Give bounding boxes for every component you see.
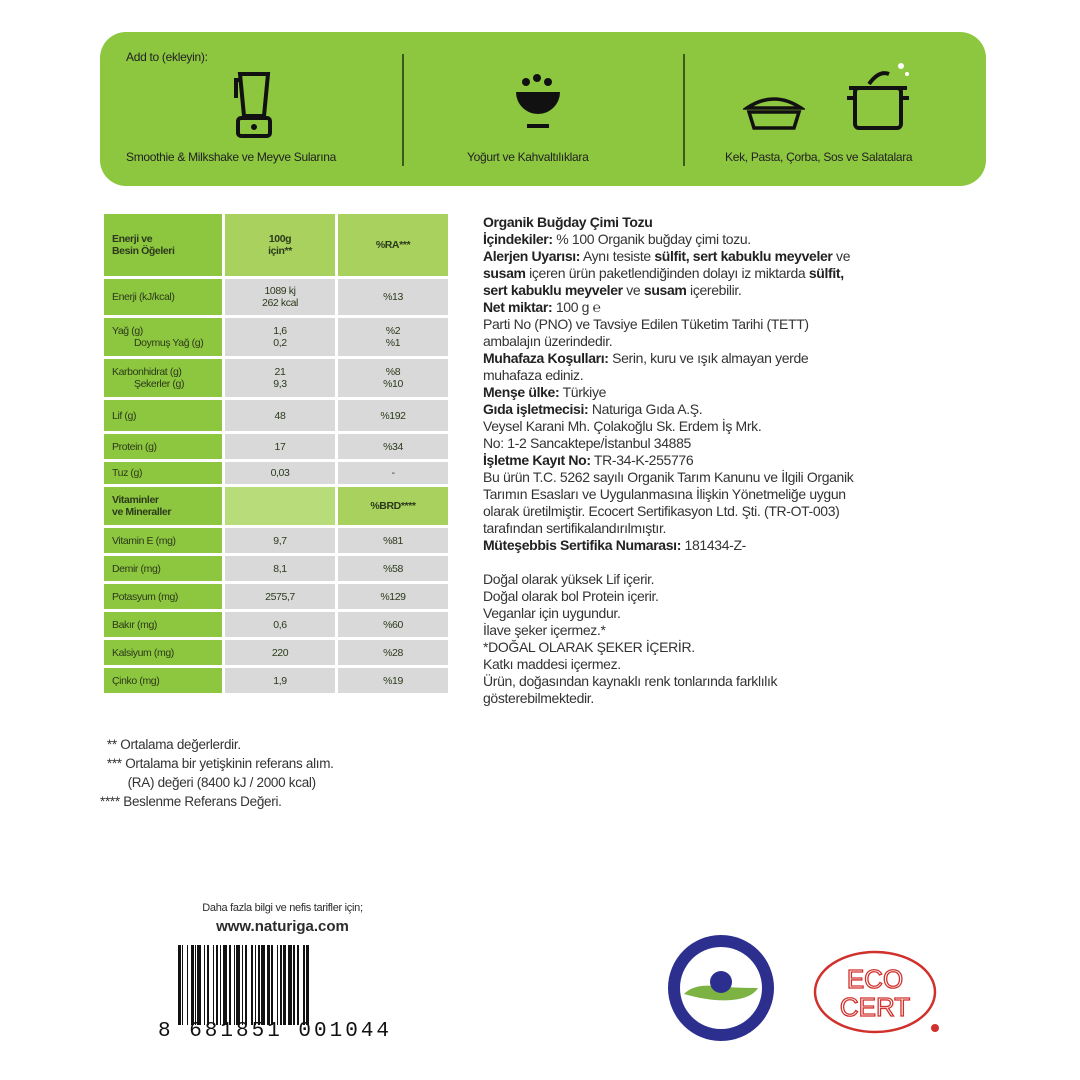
table-cell bbox=[338, 359, 448, 397]
table-row bbox=[104, 318, 448, 356]
table-cell bbox=[225, 434, 335, 459]
cell-text: Yağ (g) bbox=[112, 325, 143, 337]
table-header-cell: 100g için** bbox=[225, 214, 335, 276]
table-cell bbox=[225, 318, 335, 356]
info-text: tarafından sertifikalandırılmıştır. bbox=[483, 520, 667, 536]
info-text: gösterebilmektedir. bbox=[483, 690, 594, 706]
nutrition-table bbox=[101, 211, 451, 696]
barcode-bar bbox=[309, 945, 310, 1025]
cell-text: %34 bbox=[383, 440, 403, 453]
pot-icon bbox=[845, 58, 915, 132]
table-header-cell: %BRD**** bbox=[338, 487, 448, 525]
cell-text: Karbonhidrat (g) bbox=[112, 366, 182, 378]
table-row bbox=[104, 434, 448, 459]
cell-text: - bbox=[391, 467, 395, 479]
info-line bbox=[483, 469, 853, 486]
info-label: Müteşebbis Sertifika Numarası: bbox=[483, 537, 682, 553]
info-line bbox=[483, 282, 853, 299]
info-text: muhafaza ediniz. bbox=[483, 367, 584, 383]
table-cell bbox=[225, 279, 335, 315]
table-row bbox=[104, 528, 448, 553]
info-label: sülfit, bbox=[808, 265, 844, 281]
info-line bbox=[483, 299, 853, 316]
cell-text: 0,2 bbox=[273, 337, 287, 349]
footnote: (RA) değeri (8400 kJ / 2000 kcal) bbox=[100, 775, 316, 790]
table-cell bbox=[104, 359, 222, 397]
cell-text: %1 bbox=[385, 337, 401, 349]
info-text: ve bbox=[832, 248, 851, 264]
table-cell: Demir (mg) bbox=[104, 556, 222, 581]
info-line bbox=[483, 571, 853, 588]
table-cell: Bakır (mg) bbox=[104, 612, 222, 637]
table-row bbox=[104, 279, 448, 315]
info-line bbox=[483, 401, 853, 418]
table-cell: Kalsiyum (mg) bbox=[104, 640, 222, 665]
info-text: Serin, kuru ve ışık almayan yerde bbox=[608, 350, 809, 366]
ecocert-logo bbox=[812, 948, 942, 1038]
cell-text: Doymuş Yağ (g) bbox=[134, 337, 204, 349]
cell-text: 1089 kj bbox=[264, 285, 296, 297]
info-line bbox=[483, 231, 853, 248]
cell-text: %192 bbox=[380, 409, 406, 422]
table-cell: Vitamin E (mg) bbox=[104, 528, 222, 553]
cell-text: %13 bbox=[383, 291, 403, 303]
info-line bbox=[483, 435, 853, 452]
info-label: sülfit, sert kabuklu meyveler bbox=[654, 248, 833, 264]
table-cell bbox=[225, 400, 335, 431]
table-row bbox=[104, 668, 448, 693]
divider bbox=[683, 54, 685, 166]
more-info-text: Daha fazla bilgi ve nefis tarifler için; bbox=[202, 902, 363, 914]
info-text: Doğal olarak bol Protein içerir. bbox=[483, 588, 659, 604]
info-label: susam bbox=[643, 282, 687, 298]
info-text: Katkı maddesi içermez. bbox=[483, 656, 621, 672]
info-line bbox=[483, 656, 853, 673]
table-cell: %60 bbox=[338, 612, 448, 637]
table-footnotes bbox=[100, 735, 334, 811]
info-line bbox=[483, 214, 853, 231]
barcode bbox=[178, 945, 383, 1025]
info-label: Menşe ülke: bbox=[483, 384, 560, 400]
cell-text: Enerji (kJ/kcal) bbox=[112, 291, 175, 303]
product-info bbox=[483, 214, 853, 707]
info-line bbox=[483, 622, 853, 639]
info-label: İçindekiler: bbox=[483, 231, 553, 247]
info-label: Muhafaza Koşulları: bbox=[483, 350, 609, 366]
usage-banner bbox=[100, 32, 986, 186]
table-cell bbox=[104, 462, 222, 484]
info-line bbox=[483, 350, 853, 367]
yogurt-bowl-icon bbox=[513, 72, 563, 132]
footnote: *** Ortalama bir yetişkinin referans alım. bbox=[100, 756, 334, 771]
table-cell: %81 bbox=[338, 528, 448, 553]
info-text: % 100 Organik buğday çimi tozu. bbox=[552, 231, 751, 247]
info-label: susam bbox=[483, 265, 526, 281]
table-cell: 9,7 bbox=[225, 528, 335, 553]
footnote: **** Beslenme Referans Değeri. bbox=[100, 794, 282, 809]
table-cell bbox=[225, 359, 335, 397]
cell-text: 1,6 bbox=[273, 325, 287, 337]
website-link[interactable]: www.naturiga.com bbox=[216, 918, 349, 935]
info-text: Doğal olarak yüksek Lif içerir. bbox=[483, 571, 655, 587]
info-text: 100 g ℮ bbox=[552, 299, 601, 315]
banner-label-cake: Kek, Pasta, Çorba, Sos ve Salatalara bbox=[725, 150, 913, 164]
table-header-cell bbox=[225, 487, 335, 525]
banner-title: Add to (ekleyin): bbox=[126, 50, 208, 64]
info-line bbox=[483, 537, 853, 554]
info-text: No: 1-2 Sancaktepe/İstanbul 34885 bbox=[483, 435, 691, 451]
info-line bbox=[483, 452, 853, 469]
info-line bbox=[483, 503, 853, 520]
info-line bbox=[483, 316, 853, 333]
table-cell bbox=[338, 434, 448, 459]
info-text: İlave şeker içermez.* bbox=[483, 622, 606, 638]
info-text: ambalajın üzerindedir. bbox=[483, 333, 613, 349]
table-row bbox=[104, 640, 448, 665]
table-cell bbox=[338, 279, 448, 315]
cell-text: 21 bbox=[274, 366, 286, 378]
barcode-number: 8 681851 001044 bbox=[158, 1020, 393, 1043]
table-cell bbox=[104, 434, 222, 459]
blender-icon bbox=[230, 70, 278, 138]
info-line bbox=[483, 367, 853, 384]
info-text: 181434-Z- bbox=[681, 537, 746, 553]
info-text: Türkiye bbox=[559, 384, 607, 400]
table-cell: 2575,7 bbox=[225, 584, 335, 609]
cell-text: Protein (g) bbox=[112, 440, 157, 453]
cell-text: %8 bbox=[385, 366, 401, 378]
cell-text: 0,03 bbox=[270, 467, 290, 479]
cell-text: 262 kcal bbox=[262, 297, 298, 309]
divider bbox=[402, 54, 404, 166]
info-label: sert kabuklu meyveler bbox=[483, 282, 623, 298]
info-line bbox=[483, 333, 853, 350]
info-line bbox=[483, 588, 853, 605]
info-label: Alerjen Uyarısı: bbox=[483, 248, 581, 264]
info-text: Naturiga Gıda A.Ş. bbox=[588, 401, 703, 417]
table-cell: 1,9 bbox=[225, 668, 335, 693]
table-header-row bbox=[104, 214, 448, 276]
cell-text: Tuz (g) bbox=[112, 467, 143, 479]
table-row bbox=[104, 462, 448, 484]
table-cell: %19 bbox=[338, 668, 448, 693]
table-cell bbox=[338, 400, 448, 431]
table-row bbox=[104, 400, 448, 431]
info-text: *DOĞAL OLARAK ŞEKER İÇERİR. bbox=[483, 639, 695, 655]
info-text: içerebilir. bbox=[686, 282, 742, 298]
cell-text: 17 bbox=[274, 440, 286, 453]
info-text: ve bbox=[622, 282, 644, 298]
info-text: Aynı tesiste bbox=[580, 248, 655, 264]
table-cell: Çinko (mg) bbox=[104, 668, 222, 693]
table-header-row bbox=[104, 487, 448, 525]
info-line bbox=[483, 690, 853, 707]
table-row bbox=[104, 556, 448, 581]
info-line bbox=[483, 673, 853, 690]
svg-text:ECO: ECO bbox=[846, 964, 904, 994]
cell-text: 48 bbox=[274, 409, 286, 422]
table-header-cell: Vitaminler ve Mineraller bbox=[104, 487, 222, 525]
table-cell: %28 bbox=[338, 640, 448, 665]
info-line bbox=[483, 520, 853, 537]
info-text: içeren ürün paketlendiğinden dolayı iz miktarda bbox=[525, 265, 809, 281]
table-cell bbox=[104, 279, 222, 315]
info-text: Tarımın Esasları ve Uygulanmasına İlişkin Yönetmeliğe uygun bbox=[483, 486, 846, 502]
table-cell: 220 bbox=[225, 640, 335, 665]
info-line bbox=[483, 486, 853, 503]
table-cell bbox=[104, 400, 222, 431]
info-line bbox=[483, 605, 853, 622]
cell-text: Lif (g) bbox=[112, 409, 137, 422]
table-header-cell: Enerji ve Besin Öğeleri bbox=[104, 214, 222, 276]
info-line bbox=[483, 265, 853, 282]
info-line bbox=[483, 639, 853, 656]
organic-agriculture-logo bbox=[662, 932, 780, 1044]
info-label: Net miktar: bbox=[483, 299, 553, 315]
table-cell bbox=[338, 462, 448, 484]
table-cell: %58 bbox=[338, 556, 448, 581]
table-row bbox=[104, 612, 448, 637]
pie-icon bbox=[743, 92, 805, 132]
cell-text: %10 bbox=[383, 378, 403, 390]
info-text: Veganlar için uygundur. bbox=[483, 605, 621, 621]
info-line bbox=[483, 554, 853, 571]
info-label: Organik Buğday Çimi Tozu bbox=[483, 214, 653, 230]
info-label: İşletme Kayıt No: bbox=[483, 452, 591, 468]
cell-text: 9,3 bbox=[273, 378, 287, 390]
table-cell: Potasyum (mg) bbox=[104, 584, 222, 609]
table-row bbox=[104, 584, 448, 609]
info-text: olarak üretilmiştir. Ecocert Sertifikasyon Ltd. Şti. (TR-OT-003) bbox=[483, 503, 840, 519]
info-line bbox=[483, 248, 853, 265]
info-text: Ürün, doğasından kaynaklı renk tonlarında farklılık bbox=[483, 673, 778, 689]
info-label: Gıda işletmecisi: bbox=[483, 401, 589, 417]
info-line bbox=[483, 418, 853, 435]
cell-text: Şekerler (g) bbox=[134, 378, 185, 390]
table-cell bbox=[225, 462, 335, 484]
table-cell: 8,1 bbox=[225, 556, 335, 581]
info-text: Bu ürün T.C. 5262 sayılı Organik Tarım Kanunu ve İlgili Organik bbox=[483, 469, 854, 485]
table-cell bbox=[104, 318, 222, 356]
table-row bbox=[104, 359, 448, 397]
table-cell: 0,6 bbox=[225, 612, 335, 637]
table-cell bbox=[338, 318, 448, 356]
info-line bbox=[483, 384, 853, 401]
svg-text:CERT: CERT bbox=[839, 992, 911, 1022]
cell-text: %2 bbox=[385, 325, 401, 337]
table-cell: %129 bbox=[338, 584, 448, 609]
info-text: Parti No (PNO) ve Tavsiye Edilen Tüketim Tarihi (TETT) bbox=[483, 316, 809, 332]
info-text: Veysel Karani Mh. Çolakoğlu Sk. Erdem İş Mrk. bbox=[483, 418, 762, 434]
banner-label-smoothie: Smoothie & Milkshake ve Meyve Sularına bbox=[126, 150, 337, 164]
table-header-cell: %RA*** bbox=[338, 214, 448, 276]
banner-label-yogurt: Yoğurt ve Kahvaltılıklara bbox=[467, 150, 589, 164]
info-text: TR-34-K-255776 bbox=[590, 452, 694, 468]
footnote: ** Ortalama değerlerdir. bbox=[100, 737, 241, 752]
